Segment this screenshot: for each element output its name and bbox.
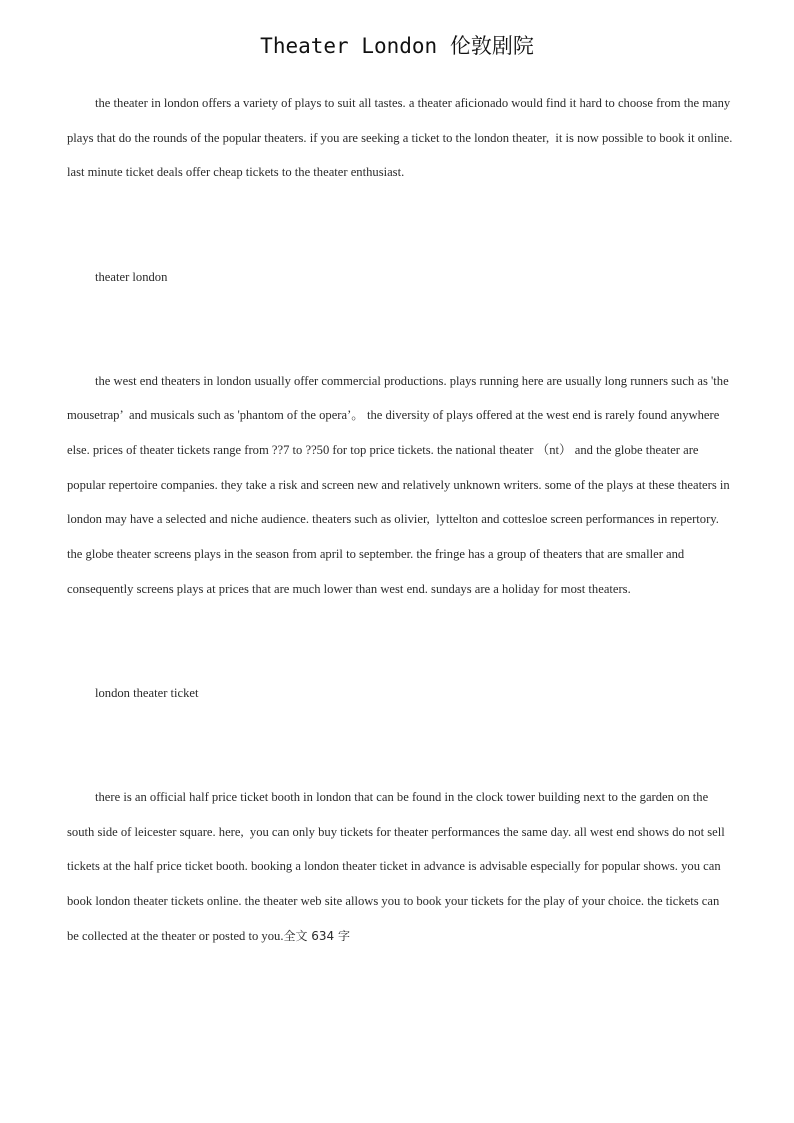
document-title: Theater London 伦敦剧院	[260, 34, 534, 58]
section-heading-london-theater-ticket: london theater ticket	[95, 685, 199, 700]
paragraph-ticket-booth-text: there is an official half price ticket booth in london that can be found in the clock tower building next to the garden on the south side of leicester square. here, you can only buy tickets for theater performances the same day. all west end shows do not sell tickets at the half price ticket booth. booking a london theater ticket in advance is advisable especially for popular shows. you can book london theater tickets online. the theater web site allows you to book your tickets for the play of your choice. the tickets can be collected at the theater or posted to you.	[67, 790, 728, 943]
section-heading-theater-london: theater london	[95, 269, 168, 284]
paragraph-intro: the theater in london offers a variety of plays to suit all tastes. a theater aficionado would find it hard to choose from the many plays that do the rounds of the popular theaters. if you are seeking a ticket to the london theater, it is now possible to book it online. last minute ticket deals offer cheap tickets to the theater enthusiast.	[67, 96, 736, 180]
paragraph-west-end: the west end theaters in london usually offer commercial productions. plays running here are usually long runners such as 'the mousetrap’ and musicals such as 'phantom of the opera’。 the diversity of plays offered at the west end is rarely found anywhere else. prices of theater tickets range from ??7 to ??50 for top price tickets. the national theater （nt） and the globe theater are popular repertoire companies. they take a risk and screen new and relatively unknown writers. some of the plays at these theaters in london may have a selected and niche audience. theaters such as olivier, lyttelton and cottesloe screen performances in repertory. the globe theater screens plays in the season from april to september. the fringe has a group of theaters that are smaller and consequently screens plays at prices that are much lower than west end. sundays are a holiday for most theaters.	[67, 373, 733, 596]
paragraph-ticket-booth	[67, 780, 733, 954]
word-count: 全文 634 字	[283, 928, 351, 943]
document-body	[67, 86, 736, 954]
